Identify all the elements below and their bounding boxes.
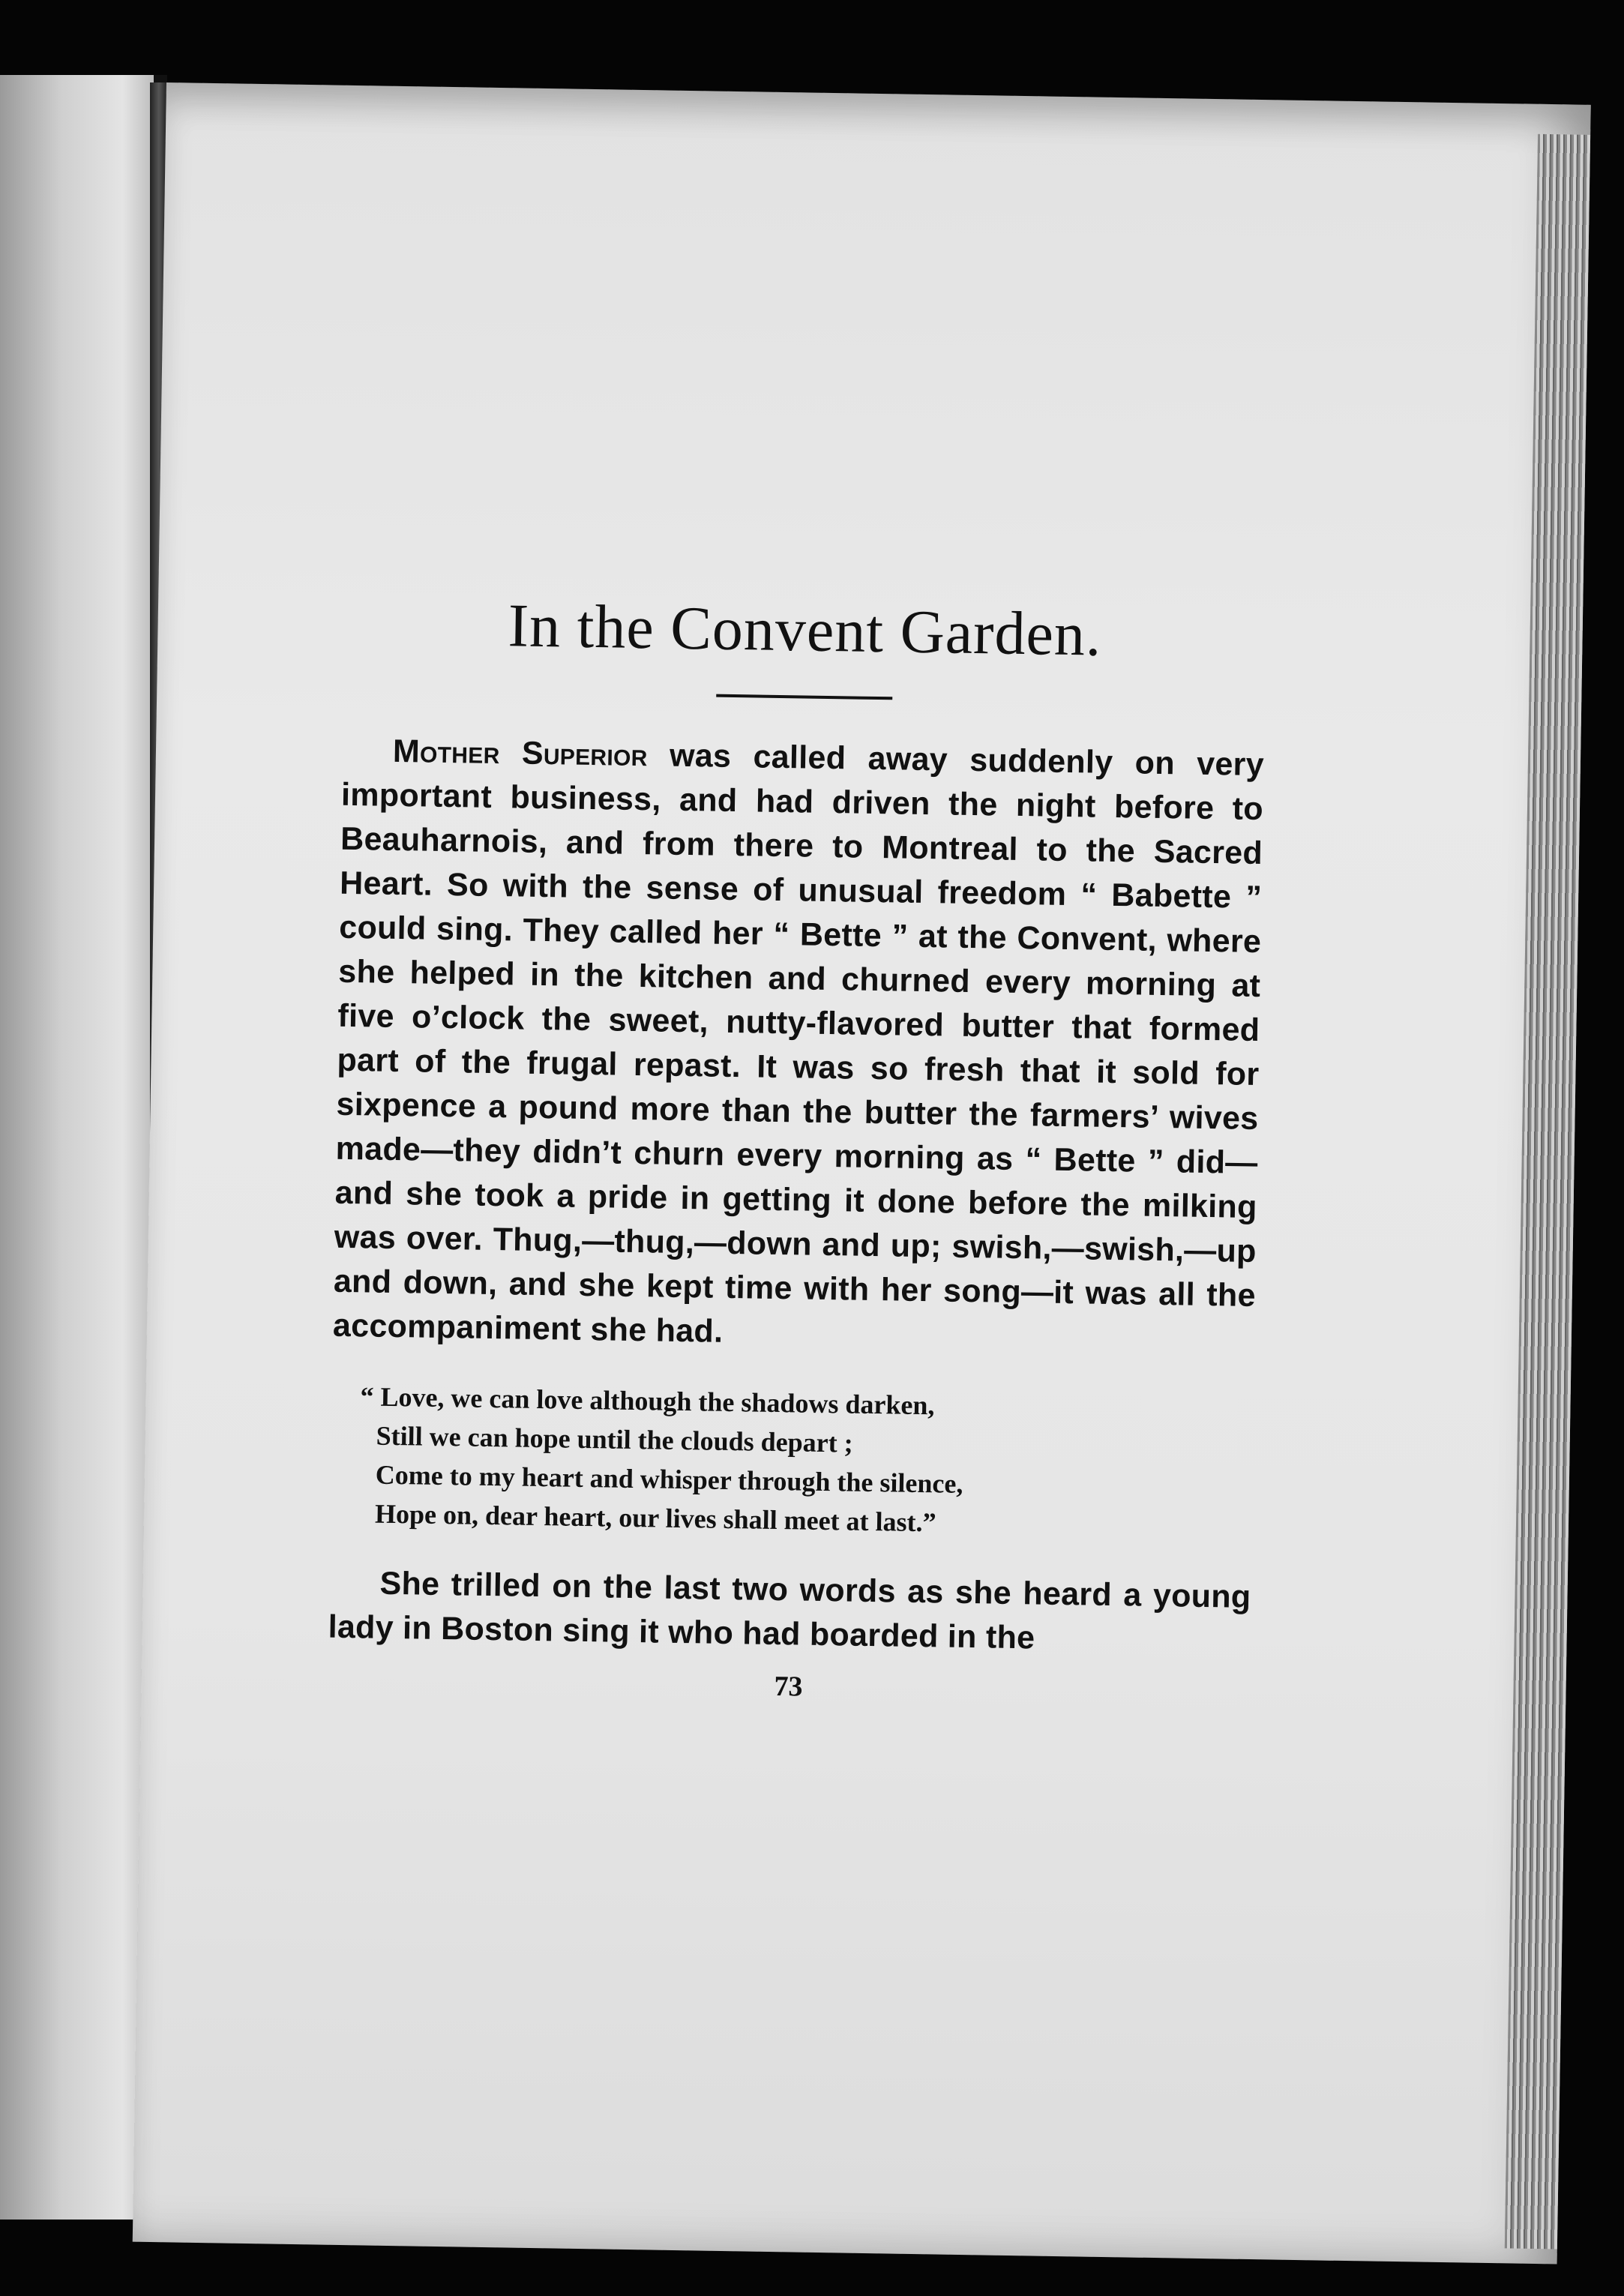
page-number: 73 — [774, 1670, 803, 1703]
verse-line: Hope on, dear heart, our lives shall meet at last.” — [374, 1498, 936, 1538]
page-text — [327, 588, 1266, 1710]
verse-line: “ Love, we can love although the shadows darken, — [360, 1381, 935, 1421]
paragraph-2: She trilled on the last two words as she heard a young lady in Boston sing it who had boarded in the — [328, 1565, 1251, 1656]
paragraph-1-lead: Mother Superior — [392, 733, 649, 774]
title-rule — [716, 694, 892, 700]
paragraph-1-body: was called away suddenly on very important business, and had driven the night before to Beauharnois, and from there to Montreal to the Sacred Heart. So with the sense of unusual freedom “ Babette ” could sing. They called her “ Bette ” at the Convent, where she helped in the kitchen and churned every morning at five o’clock the sweet, nutty-flavored butter that formed part of the frugal repast. It was so fresh that it sold for sixpence a pound more than the butter the farmers’ wives made—they didn’t churn every morning as “ Bette ” did—and she took a pride in getting it done before the milking was over. Thug,—thug,—down and up; swish,—swish,—up and down, and she kept time with her song—it was all the accompaniment she had. — [332, 737, 1265, 1350]
paragraph-1 — [333, 729, 1265, 1362]
page-edges — [1505, 134, 1590, 2250]
verse-line: Still we can hope until the clouds depart ; — [376, 1420, 853, 1458]
verse-line: Come to my heart and whisper through the silence, — [375, 1459, 963, 1499]
book-page — [133, 82, 1591, 2264]
song-verse — [360, 1377, 1254, 1547]
chapter-title: In the Convent Garden. — [508, 591, 1103, 669]
